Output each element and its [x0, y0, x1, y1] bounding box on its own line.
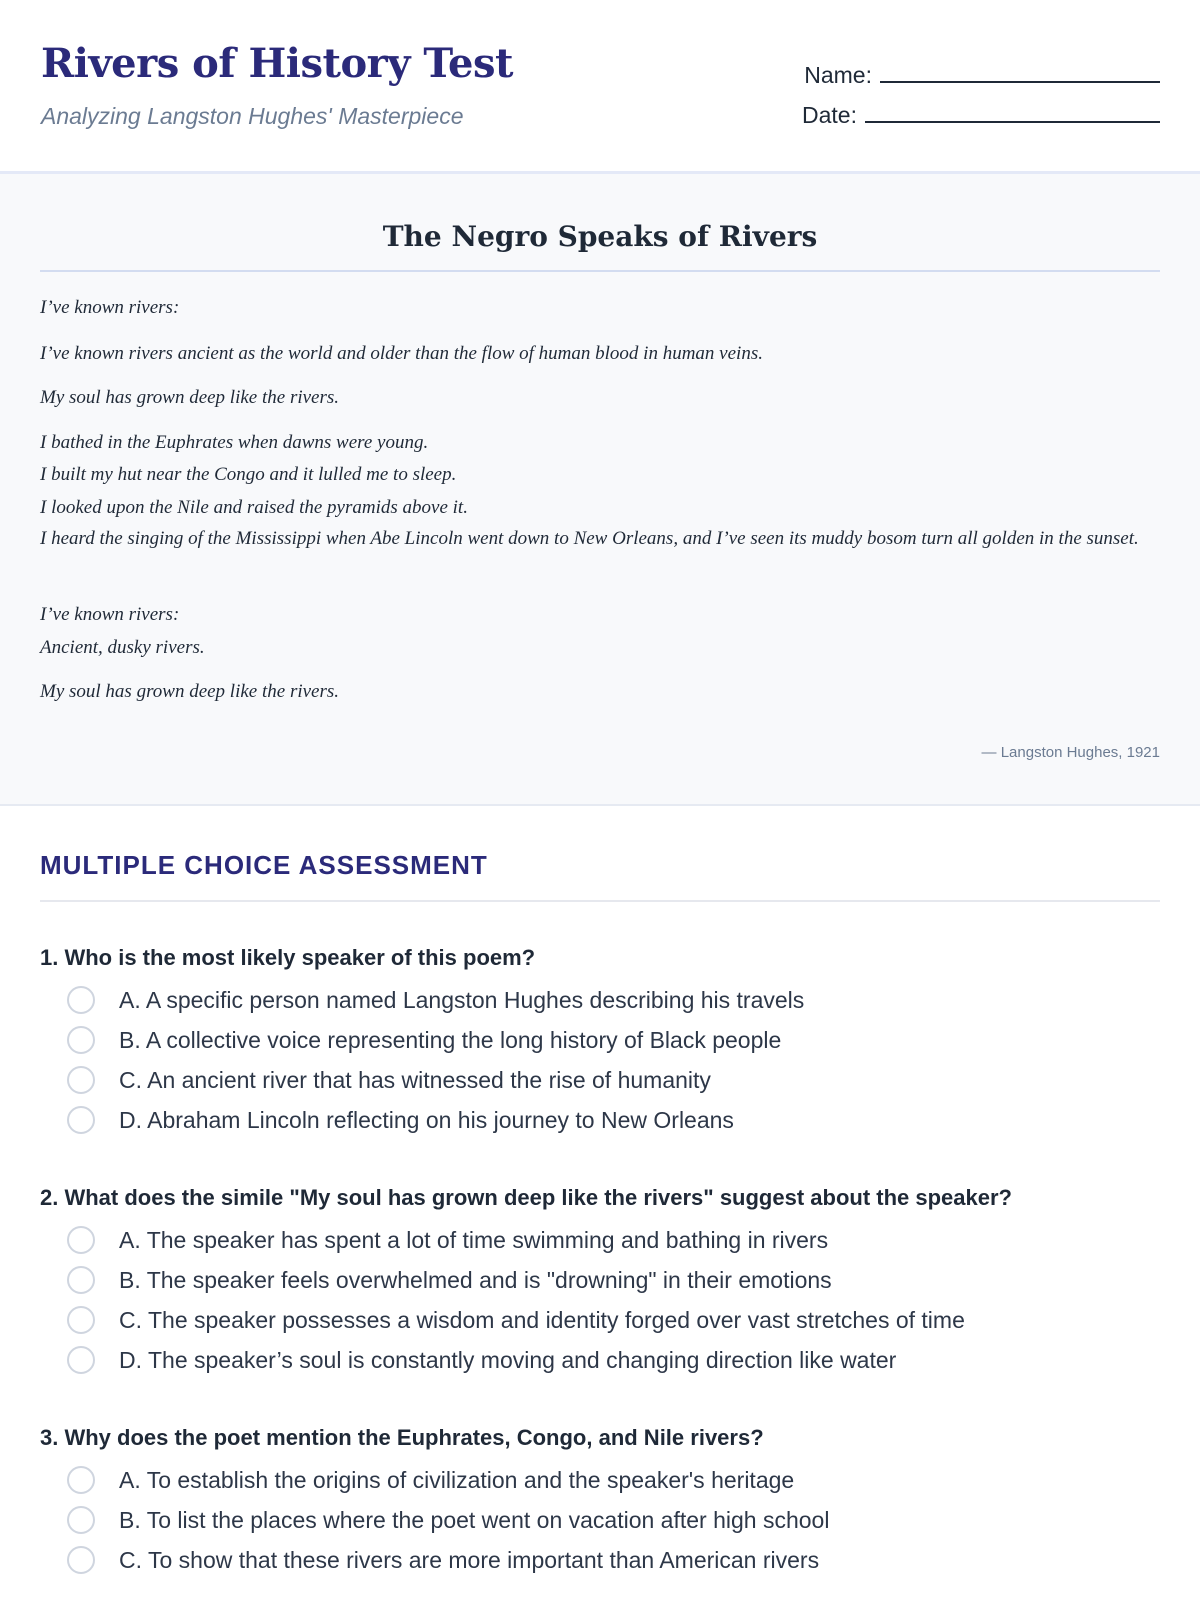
answer-options	[40, 1220, 1160, 1380]
poem-line: I built my hut near the Congo and it lulled me to sleep.	[40, 464, 457, 485]
answer-options	[40, 1460, 1160, 1580]
poem-title: The Negro Speaks of Rivers	[382, 220, 818, 253]
radio-button[interactable]	[67, 1026, 95, 1054]
answer-option[interactable]	[40, 1540, 1160, 1580]
option-label: A. A specific person named Langston Hughes describing his travels	[119, 986, 805, 1013]
test-subtitle: Analyzing Langston Hughes' Masterpiece	[41, 103, 464, 129]
answer-option[interactable]	[40, 1060, 1160, 1100]
name-field	[804, 62, 1160, 89]
poem-line: Ancient, dusky rivers.	[40, 637, 205, 658]
answer-option[interactable]	[40, 1460, 1160, 1500]
answer-option[interactable]	[40, 1020, 1160, 1060]
radio-button[interactable]	[67, 1466, 95, 1494]
option-label: D. Abraham Lincoln reflecting on his journey to New Orleans	[119, 1106, 734, 1133]
test-title: Rivers of History Test	[41, 40, 513, 87]
question-3	[40, 1424, 1160, 1580]
name-label: Name:	[804, 62, 872, 88]
option-label: B. A collective voice representing the long history of Black people	[119, 1026, 782, 1053]
poem-line: I’ve known rivers:	[40, 604, 180, 625]
option-label: B. To list the places where the poet went on vacation after high school	[119, 1506, 830, 1533]
option-label: B. The speaker feels overwhelmed and is "drowning" in their emotions	[119, 1266, 832, 1293]
poem-line: I’ve known rivers ancient as the world and older than the flow of human blood in human veins.	[40, 343, 763, 364]
radio-button[interactable]	[67, 1306, 95, 1334]
question-text: 2. What does the simile "My soul has grown deep like the rivers" suggest about the speaker?	[40, 1185, 1012, 1210]
assessment-heading: MULTIPLE CHOICE ASSESSMENT	[40, 850, 488, 880]
poem-line: I looked upon the Nile and raised the pyramids above it.	[40, 497, 468, 518]
option-label: C. An ancient river that has witnessed the rise of humanity	[119, 1066, 711, 1093]
radio-button[interactable]	[67, 986, 95, 1014]
poem-title-divider	[40, 270, 1160, 272]
date-field	[802, 102, 1160, 129]
radio-button[interactable]	[67, 1546, 95, 1574]
poem-line: I bathed in the Euphrates when dawns were young.	[40, 432, 429, 453]
answer-option[interactable]	[40, 1300, 1160, 1340]
test-header	[0, 0, 1200, 174]
question-text: 1. Who is the most likely speaker of this poem?	[40, 945, 536, 970]
answer-option[interactable]	[40, 1220, 1160, 1260]
name-blank-line[interactable]	[880, 63, 1160, 83]
radio-button[interactable]	[67, 1106, 95, 1134]
option-label: C. The speaker possesses a wisdom and identity forged over vast stretches of time	[119, 1306, 965, 1333]
radio-button[interactable]	[67, 1506, 95, 1534]
radio-button[interactable]	[67, 1226, 95, 1254]
poem-attribution: — Langston Hughes, 1921	[981, 744, 1160, 761]
assessment-divider	[40, 900, 1160, 902]
question-2	[40, 1184, 1160, 1380]
poem-line: I heard the singing of the Mississippi when Abe Lincoln went down to New Orleans, and I’ve seen its muddy bosom turn all golden in the sunset.	[40, 528, 1139, 549]
radio-button[interactable]	[67, 1346, 95, 1374]
option-label: A. The speaker has spent a lot of time swimming and bathing in rivers	[119, 1226, 829, 1253]
answer-option[interactable]	[40, 1260, 1160, 1300]
poem-line: My soul has grown deep like the rivers.	[40, 387, 340, 408]
poem-line: My soul has grown deep like the rivers.	[40, 681, 340, 702]
answer-options	[40, 980, 1160, 1140]
poem-line: I’ve known rivers:	[40, 297, 180, 318]
date-label: Date:	[802, 102, 857, 128]
radio-button[interactable]	[67, 1066, 95, 1094]
option-label: C. To show that these rivers are more important than American rivers	[119, 1546, 820, 1573]
date-blank-line[interactable]	[865, 103, 1160, 123]
option-label: D. The speaker’s soul is constantly moving and changing direction like water	[119, 1346, 897, 1373]
answer-option[interactable]	[40, 1100, 1160, 1140]
option-label: A. To establish the origins of civilization and the speaker's heritage	[119, 1466, 795, 1493]
question-1	[40, 944, 1160, 1140]
answer-option[interactable]	[40, 980, 1160, 1020]
answer-option[interactable]	[40, 1500, 1160, 1540]
answer-option[interactable]	[40, 1340, 1160, 1380]
question-text: 3. Why does the poet mention the Euphrates, Congo, and Nile rivers?	[40, 1425, 764, 1450]
poem-section	[0, 174, 1200, 806]
radio-button[interactable]	[67, 1266, 95, 1294]
